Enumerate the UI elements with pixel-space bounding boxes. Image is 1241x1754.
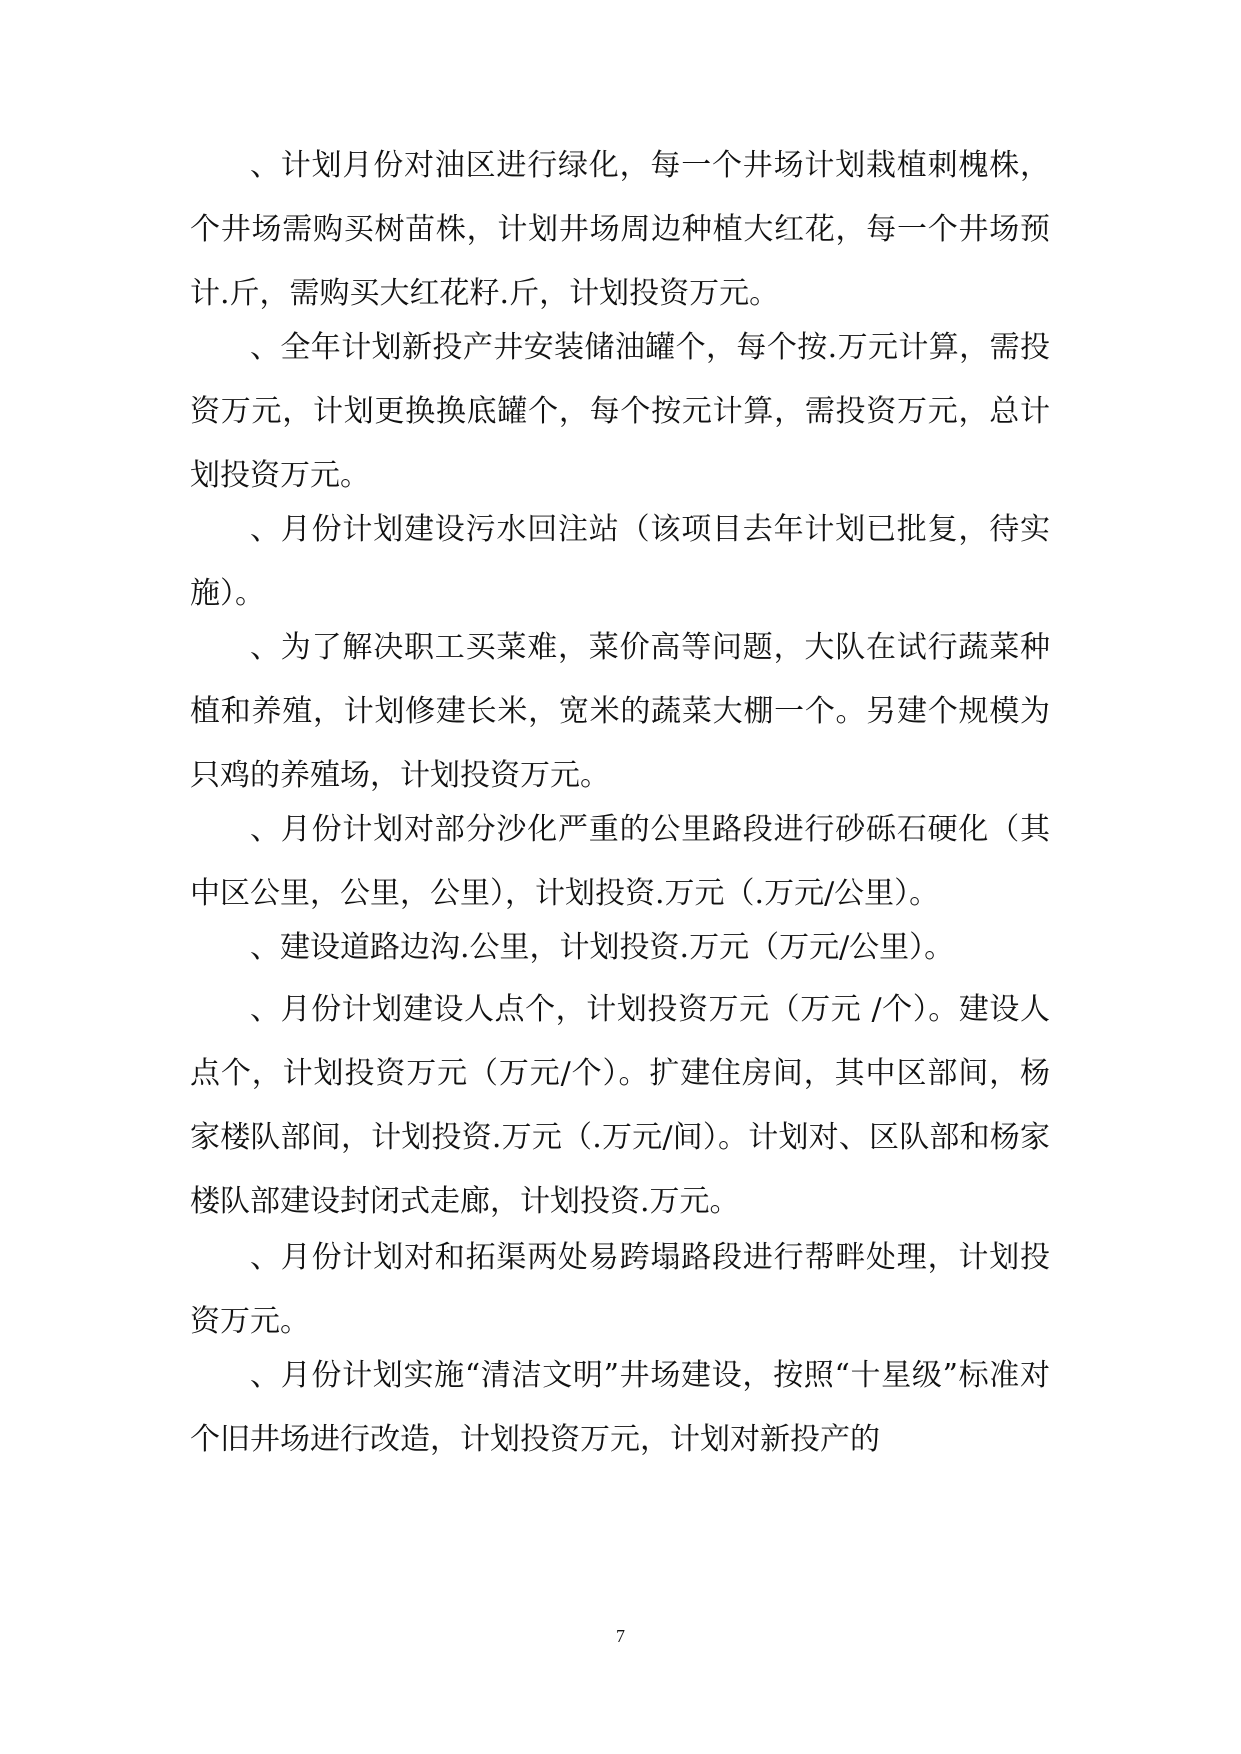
paragraph-vegetable-greenhouse: 、为了解决职工买菜难，菜价高等问题，大队在试行蔬菜种植和养殖，计划修建长米，宽米的蔬菜大棚一个。另建个规模为只鸡的养殖场，计划投资万元。: [190, 630, 1050, 793]
paragraph-sewage-station: 、月份计划建设污水回注站（该项目去年计划已批复，待实施）。: [190, 512, 1050, 611]
paragraph-road-hardening: 、月份计划对部分沙化严重的公里路段进行砂砾石硬化（其中区公里，公里，公里），计划投资.万元（.万元/公里）。: [190, 812, 1050, 911]
paragraph-clean-wellsite: 、月份计划实施“清洁文明”井场建设，按照“十星级”标准对个旧井场进行改造，计划投资万元，计划对新投产的: [190, 1358, 1050, 1457]
paragraph-housing: 、月份计划建设人点个，计划投资万元（万元 /个）。建设人点个，计划投资万元（万元/个）。扩建住房间，其中区部间，杨家楼队部间，计划投资.万元（.万元/间）。计划对、区队部和杨家楼队部建设封闭式走廊，计划投资.万元。: [190, 992, 1050, 1219]
paragraph-road-ditch: 、建设道路边沟.公里，计划投资.万元（万元/公里）。: [250, 930, 955, 965]
paragraph-oil-tanks: 、全年计划新投产井安装储油罐个，每个按.万元计算，需投资万元，计划更换换底罐个，每个按元计算，需投资万元，总计划投资万元。: [190, 330, 1050, 493]
page-number: 7: [616, 1626, 625, 1646]
paragraph-greening: 、计划月份对油区进行绿化，每一个井场计划栽植刺槐株，个井场需购买树苗株，计划井场周边种植大红花，每一个井场预计.斤，需购买大红花籽.斤，计划投资万元。: [190, 148, 1050, 311]
paragraph-road-reinforcement: 、月份计划对和拓渠两处易跨塌路段进行帮畔处理，计划投资万元。: [190, 1240, 1050, 1339]
